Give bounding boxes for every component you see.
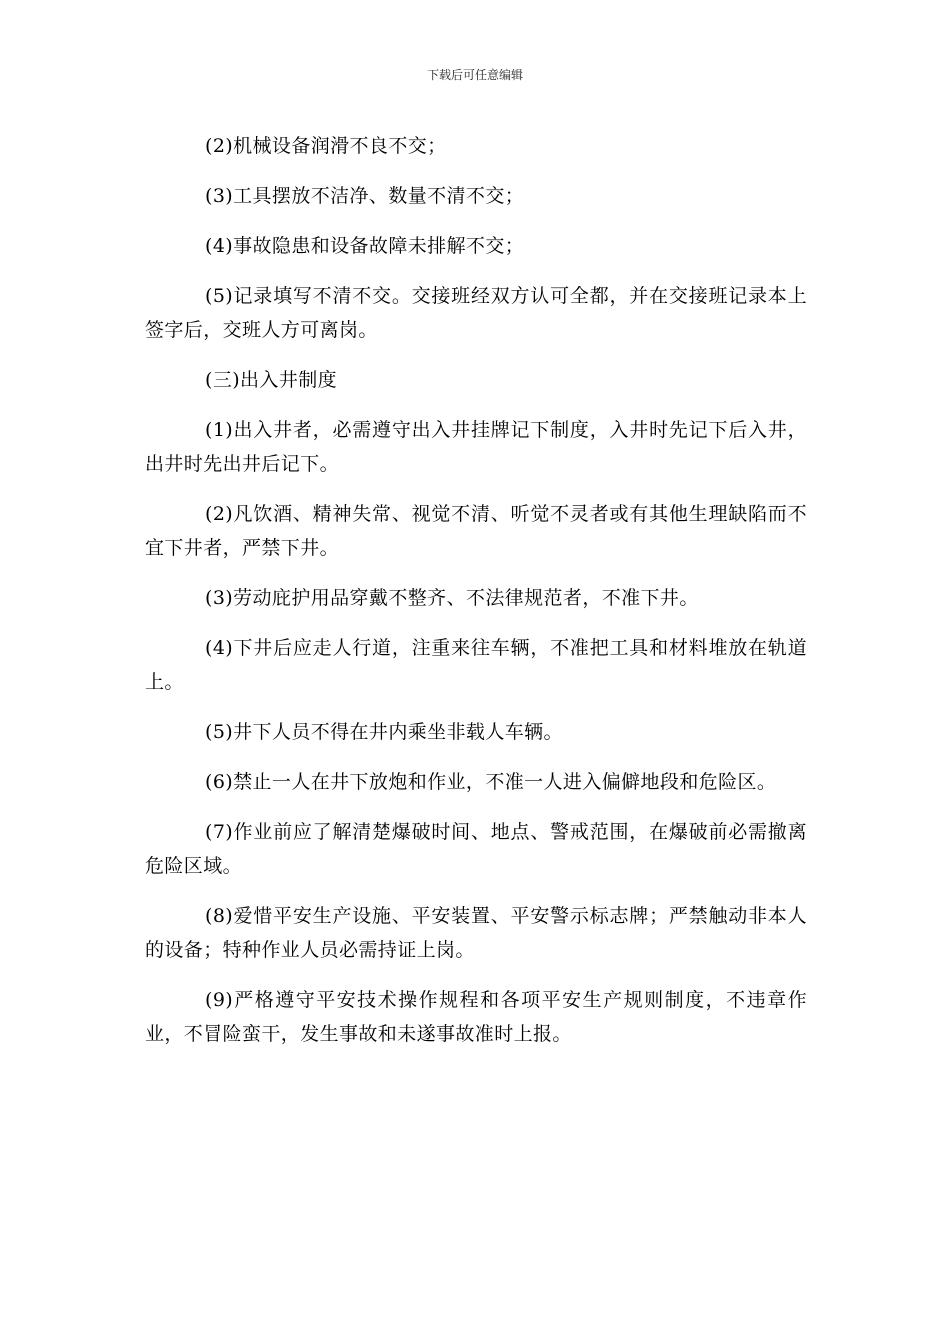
paragraph-entry-rule-7: (7)作业前应了解清楚爆破时间、地点、警戒范围，在爆破前必需撤离危险区域。 [145, 821, 807, 877]
document-body [145, 129, 807, 1067]
paragraph-entry-rule-9: (9)严格遵守平安技术操作规程和各项平安生产规则制度，不违章作业，不冒险蛮干，发生事故和未遂事故准时上报。 [145, 989, 807, 1045]
paragraph-entry-rule-1: (1)出入井者，必需遵守出入井挂牌记下制度，入井时先记下后入井，出井时先出井后记下。 [145, 419, 807, 475]
paragraph-entry-rule-5: (5)井下人员不得在井内乘坐非载人车辆。 [205, 721, 563, 743]
section-heading-shaft-entry: (三)出入井制度 [205, 369, 338, 391]
paragraph-entry-rule-4: (4)下井后应走人行道，注重来往车辆，不准把工具和材料堆放在轨道上。 [145, 637, 807, 693]
paragraph-item-4-hazards: (4)事故隐患和设备故障未排解不交； [205, 235, 525, 257]
paragraph-item-5-records: (5)记录填写不清不交。交接班经双方认可全都，并在交接班记录本上签字后，交班人方可离岗。 [145, 285, 807, 341]
paragraph-item-3-tools: (3)工具摆放不洁净、数量不清不交； [205, 185, 525, 207]
page-header-note: 下载后可任意编辑 [426, 68, 523, 82]
paragraph-entry-rule-8: (8)爱惜平安生产设施、平安装置、平安警示标志牌；严禁触动非本人的设备；特种作业人员必需持证上岗。 [145, 905, 807, 961]
paragraph-entry-rule-6: (6)禁止一人在井下放炮和作业，不准一人进入偏僻地段和危险区。 [205, 771, 777, 793]
paragraph-entry-rule-2: (2)凡饮酒、精神失常、视觉不清、听觉不灵者或有其他生理缺陷而不宜下井者，严禁下井。 [145, 503, 807, 559]
paragraph-item-2-lubrication: (2)机械设备润滑不良不交； [205, 135, 447, 157]
paragraph-entry-rule-3: (3)劳动庇护用品穿戴不整齐、不法律规范者，不准下井。 [205, 587, 699, 609]
